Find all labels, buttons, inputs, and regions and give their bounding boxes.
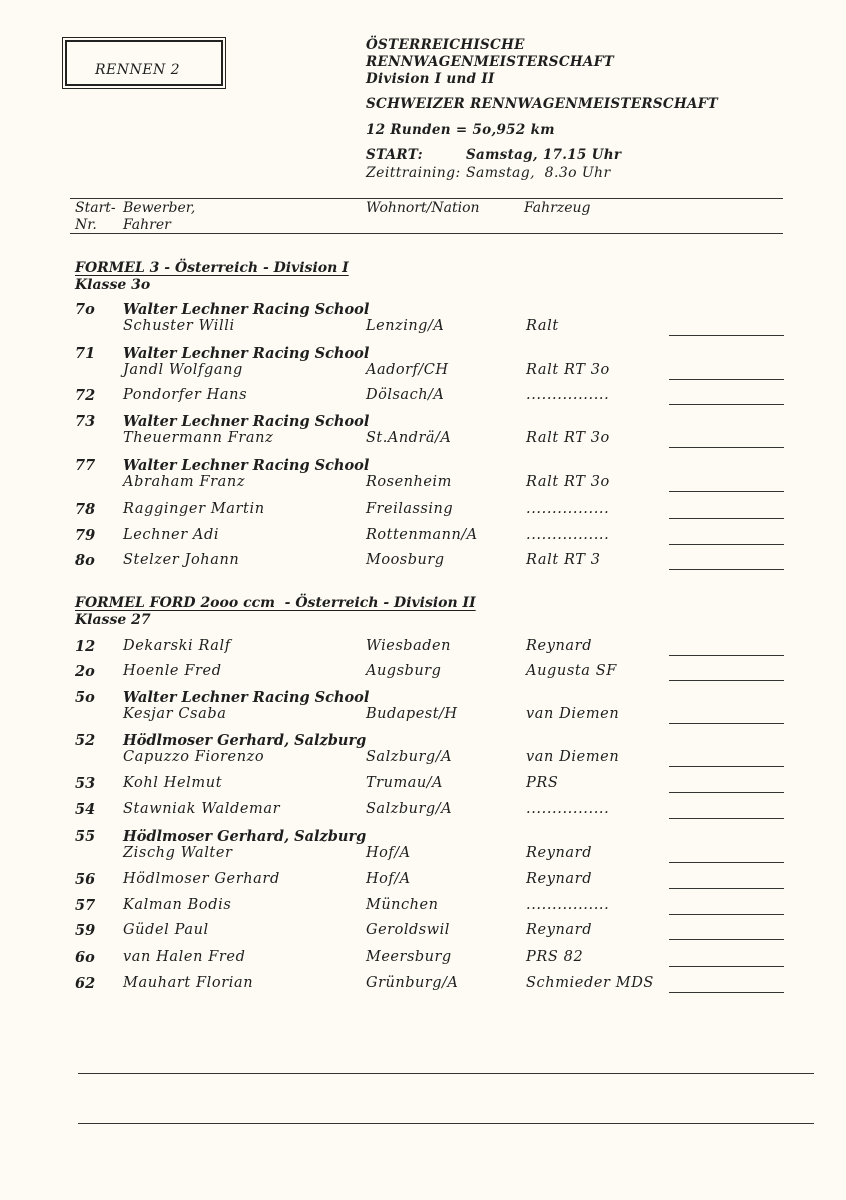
vehicle: ................ [526, 527, 610, 543]
col-vehicle-label: Fahrzeug [524, 200, 591, 216]
vehicle: ................ [526, 501, 610, 517]
residence: Hof/A [366, 845, 411, 861]
driver-name: van Halen Fred [123, 949, 246, 965]
driver-name: Ragginger Martin [123, 501, 265, 517]
start-number: 57 [75, 897, 96, 914]
blank-line [669, 655, 784, 656]
col-entrant-label: Bewerber, [123, 200, 196, 216]
start-number: 54 [75, 801, 96, 818]
driver-name: Lechner Adi [123, 527, 220, 543]
blank-line [669, 818, 784, 819]
training-value: Samstag, 8.3o Uhr [466, 165, 611, 181]
driver-name: Güdel Paul [123, 922, 209, 938]
blank-line [669, 914, 784, 915]
start-number: 53 [75, 775, 96, 792]
residence: Moosburg [366, 552, 445, 568]
residence: Budapest/H [366, 706, 458, 722]
section-class-ff: Klasse 27 [75, 612, 151, 628]
driver-name: Jandl Wolfgang [123, 362, 243, 378]
vehicle: Ralt RT 3o [526, 362, 610, 378]
vehicle: Ralt RT 3o [526, 474, 610, 490]
vehicle: Reynard [526, 922, 593, 938]
start-number: 8o [75, 552, 95, 569]
vehicle: Augusta SF [526, 663, 617, 679]
residence: München [366, 897, 439, 913]
driver-name: Hödlmoser Gerhard [123, 871, 280, 887]
start-value: Samstag, 17.15 Uhr [466, 147, 622, 163]
blank-line [669, 518, 784, 519]
vehicle: PRS [526, 775, 559, 791]
residence: Geroldswil [366, 922, 450, 938]
start-number: 62 [75, 975, 96, 992]
driver-name: Mauhart Florian [123, 975, 254, 991]
driver-name: Hoenle Fred [123, 663, 222, 679]
vehicle: Ralt [526, 318, 559, 334]
residence: St.Andrä/A [366, 430, 452, 446]
start-number: 79 [75, 527, 96, 544]
section-title-f3: FORMEL 3 - Österreich - Division I [75, 260, 349, 276]
residence: Rosenheim [366, 474, 452, 490]
residence: Grünburg/A [366, 975, 459, 991]
header-line1: ÖSTERREICHISCHE [366, 37, 525, 53]
residence: Wiesbaden [366, 638, 451, 654]
vehicle: Reynard [526, 638, 593, 654]
residence: Aadorf/CH [366, 362, 449, 378]
residence: Dölsach/A [366, 387, 445, 403]
driver-name: Kohl Helmut [123, 775, 223, 791]
vehicle: ................ [526, 387, 610, 403]
header-line2: RENNWAGENMEISTERSCHAFT [366, 54, 614, 70]
blank-line [669, 544, 784, 545]
col-driver-label: Fahrer [123, 217, 171, 233]
residence: Meersburg [366, 949, 452, 965]
vehicle: Ralt RT 3 [526, 552, 601, 568]
col-nr-label: Nr. [75, 217, 97, 233]
section-class-f3: Klasse 3o [75, 277, 151, 293]
footer-blank-line [78, 1073, 814, 1074]
blank-line [669, 966, 784, 967]
blank-line [669, 792, 784, 793]
header-line3: Division I und II [366, 71, 495, 87]
residence: Hof/A [366, 871, 411, 887]
header-line4: SCHWEIZER RENNWAGENMEISTERSCHAFT [366, 96, 719, 112]
blank-line [669, 888, 784, 889]
driver-name: Dekarski Ralf [123, 638, 231, 654]
section-title-ff: FORMEL FORD 2ooo ccm - Österreich - Division II [75, 595, 476, 611]
residence: Lenzing/A [366, 318, 445, 334]
residence: Trumau/A [366, 775, 444, 791]
driver-name: Schuster Willi [123, 318, 235, 334]
start-number: 56 [75, 871, 96, 888]
entrant-name: Walter Lechner Racing School [123, 413, 370, 430]
blank-line [669, 862, 784, 863]
driver-name: Theuermann Franz [123, 430, 274, 446]
race-label: RENNEN 2 [95, 62, 181, 78]
header-rule-top [70, 198, 783, 199]
start-number: 72 [75, 387, 96, 404]
residence: Augsburg [366, 663, 442, 679]
col-start-label: Start- [75, 200, 116, 216]
residence: Rottenmann/A [366, 527, 478, 543]
residence: Salzburg/A [366, 801, 453, 817]
blank-line [669, 447, 784, 448]
start-label: START: [366, 147, 423, 163]
start-number: 55 [75, 828, 96, 845]
vehicle: Reynard [526, 871, 593, 887]
blank-line [669, 335, 784, 336]
start-number: 12 [75, 638, 96, 655]
entrant-name: Hödlmoser Gerhard, Salzburg [123, 732, 367, 749]
start-number: 78 [75, 501, 96, 518]
vehicle: Schmieder MDS [526, 975, 654, 991]
entrant-name: Walter Lechner Racing School [123, 345, 370, 362]
entrant-name: Walter Lechner Racing School [123, 301, 370, 318]
vehicle: van Diemen [526, 706, 620, 722]
entrant-name: Hödlmoser Gerhard, Salzburg [123, 828, 367, 845]
blank-line [669, 379, 784, 380]
col-residence-label: Wohnort/Nation [366, 200, 480, 216]
start-number: 2o [75, 663, 95, 680]
entrant-name: Walter Lechner Racing School [123, 689, 370, 706]
vehicle: Ralt RT 3o [526, 430, 610, 446]
blank-line [669, 723, 784, 724]
blank-line [669, 766, 784, 767]
driver-name: Capuzzo Fiorenzo [123, 749, 265, 765]
driver-name: Zischg Walter [123, 845, 233, 861]
start-number: 59 [75, 922, 96, 939]
residence: Freilassing [366, 501, 454, 517]
training-label: Zeittraining: [366, 165, 461, 181]
residence: Salzburg/A [366, 749, 453, 765]
start-number: 77 [75, 457, 96, 474]
driver-name: Kesjar Csaba [123, 706, 227, 722]
blank-line [669, 491, 784, 492]
start-number: 6o [75, 949, 95, 966]
start-number: 5o [75, 689, 95, 706]
footer-blank-line [78, 1123, 814, 1124]
driver-name: Abraham Franz [123, 474, 246, 490]
race-label-box [65, 40, 223, 86]
blank-line [669, 939, 784, 940]
start-number: 73 [75, 413, 96, 430]
laps-info: 12 Runden = 5o,952 km [366, 122, 555, 138]
driver-name: Pondorfer Hans [123, 387, 248, 403]
start-number: 52 [75, 732, 96, 749]
blank-line [669, 680, 784, 681]
header-rule-bottom [70, 233, 783, 234]
vehicle: ................ [526, 897, 610, 913]
vehicle: Reynard [526, 845, 593, 861]
vehicle: PRS 82 [526, 949, 584, 965]
driver-name: Stelzer Johann [123, 552, 240, 568]
vehicle: van Diemen [526, 749, 620, 765]
blank-line [669, 404, 784, 405]
blank-line [669, 569, 784, 570]
start-number: 7o [75, 301, 95, 318]
driver-name: Stawniak Waldemar [123, 801, 281, 817]
vehicle: ................ [526, 801, 610, 817]
blank-line [669, 992, 784, 993]
start-number: 71 [75, 345, 96, 362]
entrant-name: Walter Lechner Racing School [123, 457, 370, 474]
driver-name: Kalman Bodis [123, 897, 232, 913]
